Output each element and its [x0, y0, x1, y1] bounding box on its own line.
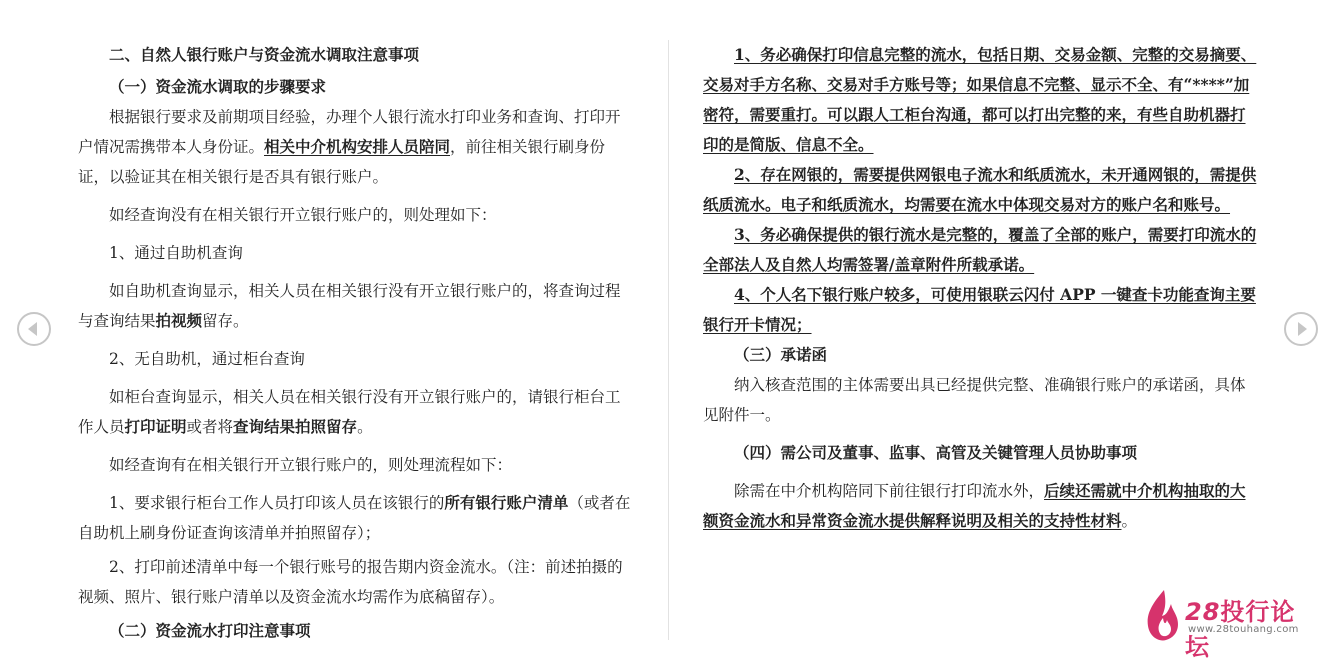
- chevron-right-circle-icon: [1286, 314, 1316, 344]
- note-item-1: 1、务必确保打印信息完整的流水，包括日期、交易金额、完整的交易摘要、交易对手方名称、交易对手方账号等；如果信息不完整、显示不全、有“****”加密符，需要重打。可以跟人工柜台沟通，都可以打出完整的来，有些自助机器打印的是简版、信息不全。: [703, 45, 1257, 154]
- logo-url: www.28touhang.com: [1188, 624, 1299, 635]
- subsection-title-4: （四）需公司及董事、监事、高管及关键管理人员协助事项: [734, 443, 1138, 462]
- paragraph-4: 如自助机查询显示，相关人员在相关银行没有开立银行账户的，将查询过程与查询结果拍视频留存。: [78, 282, 621, 330]
- paragraph-assist: 除需在中介机构陪同下前往银行打印流水外，后续还需就中介机构抽取的大额资金流水和异常资金流水提供解释说明及相关的支持性材料。: [703, 481, 1246, 530]
- paragraph-1: 根据银行要求及前期项目经验，办理个人银行流水打印业务和查询、打印开户情况需携带本人身份证。相关中介机构安排人员陪同，前往相关银行刷身份证，以验证其在相关银行是否具有银行账户。: [78, 108, 621, 186]
- paragraph-6: 如柜台查询显示，相关人员在相关银行没有开立银行账户的，请银行柜台工作人员打印证明或者将查询结果拍照留存。: [78, 388, 621, 436]
- flame-icon: [1142, 588, 1182, 644]
- paragraph-commitment: 纳入核查范围的主体需要出具已经提供完整、准确银行账户的承诺函，具体见附件一。: [703, 376, 1246, 424]
- next-page-button[interactable]: [1284, 312, 1318, 346]
- subsection-title-3: （三）承诺函: [734, 345, 828, 364]
- paragraph-7: 如经查询有在相关银行开立银行账户的，则处理流程如下：: [109, 456, 513, 474]
- chevron-left-circle-icon: [19, 314, 49, 344]
- paragraph-3: 1、通过自助机查询: [109, 244, 243, 262]
- logo-text: 28投行论坛: [1185, 598, 1296, 661]
- right-column: [703, 40, 1259, 536]
- note-item-4: 4、个人名下银行账户较多，可使用银联云闪付 APP 一键查卡功能查询主要银行开卡情况；: [703, 285, 1256, 334]
- paragraph-2: 如经查询没有在相关银行开立银行账户的，则处理如下：: [109, 206, 497, 224]
- note-item-3: 3、务必确保提供的银行流水是完整的，覆盖了全部的账户，需要打印流水的全部法人及自然人均需签署/盖章附件所载承诺。: [703, 225, 1257, 274]
- subsection-title-2: （二）资金流水打印注意事项: [109, 621, 311, 640]
- subsection-title-1: （一）资金流水调取的步骤要求: [109, 77, 327, 96]
- section-title: 二、自然人银行账户与资金流水调取注意事项: [109, 45, 420, 64]
- column-divider: [668, 40, 669, 640]
- site-logo[interactable]: [1142, 586, 1317, 661]
- paragraph-9: 2、打印前述清单中每一个银行账号的报告期内资金流水。（注：前述拍摄的视频、照片、银行账户清单以及资金流水均需作为底稿留存）。: [78, 558, 623, 606]
- paragraph-5: 2、无自助机，通过柜台查询: [109, 350, 305, 368]
- paragraph-8: 1、要求银行柜台工作人员打印该人员在该银行的所有银行账户清单（或者在自助机上刷身份证查询该清单并拍照留存）；: [78, 493, 631, 542]
- note-item-2: 2、存在网银的，需要提供网银电子流水和纸质流水，未开通网银的，需提供纸质流水。电子和纸质流水，均需要在流水中体现交易对方的账户名和账号。: [703, 165, 1257, 214]
- prev-page-button[interactable]: [17, 312, 51, 346]
- left-column: [78, 40, 633, 646]
